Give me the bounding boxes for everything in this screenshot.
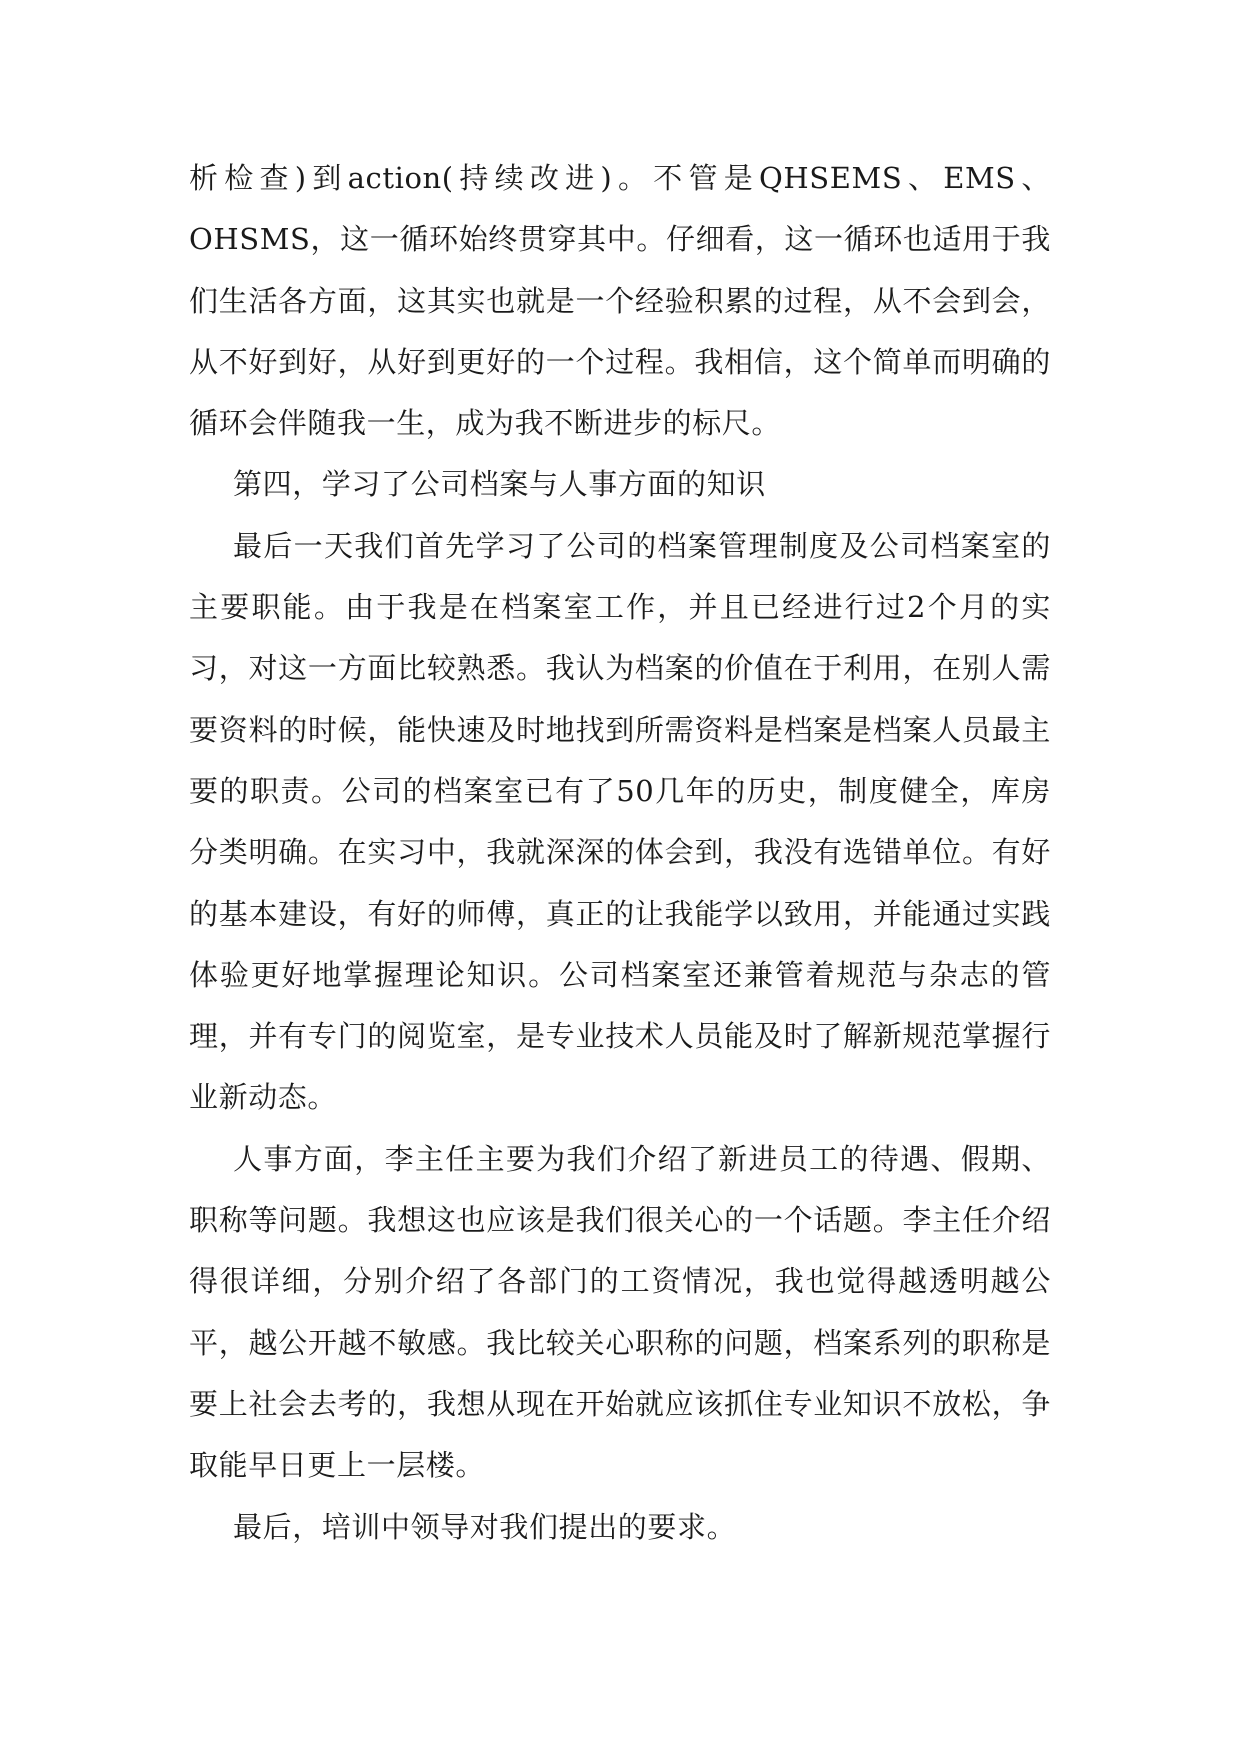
paragraph-personnel: 人事方面，李主任主要为我们介绍了新进员工的待遇、假期、职称等问题。我想这也应该是我们很关心的一个话题。李主任介绍得很详细，分别介绍了各部门的工资情况，我也觉得越透明越公平，越公开越不敏感。我比较关心职称的问题，档案系列的职称是要上社会去考的，我想从现在开始就应该抓住专业知识不放松，争取能早日更上一层楼。 (189, 1141, 1051, 1483)
paragraph-final: 最后，培训中领导对我们提出的要求。 (233, 1509, 737, 1544)
paragraph-archives: 最后一天我们首先学习了公司的档案管理制度及公司档案室的主要职能。由于我是在档案室工作，并且已经进行过2个月的实习，对这一方面比较熟悉。我认为档案的价值在于利用，在别人需要资料的时候，能快速及时地找到所需资料是档案是档案人员最主要的职责。公司的档案室已有了50几年的历史，制度健全，库房分类明确。在实习中，我就深深的体会到，我没有选错单位。有好的基本建设，有好的师傅，真正的让我能学以致用，并能通过实践体验更好地掌握理论知识。公司档案室还兼管着规范与杂志的管理，并有专门的阅览室，是专业技术人员能及时了解新规范掌握行业新动态。 (189, 528, 1051, 1115)
paragraph-continuation: 析检查)到action(持续改进)。不管是QHSEMS、EMS、OHSMS，这一循环始终贯穿其中。仔细看，这一循环也适用于我们生活各方面，这其实也就是一个经验积累的过程，从不会到会，从不好到好，从好到更好的一个过程。我相信，这个简单而明确的循环会伴随我一生，成为我不断进步的标尺。 (189, 161, 1051, 441)
document-body (189, 148, 1051, 1558)
section-heading: 第四，学习了公司档案与人事方面的知识 (233, 467, 766, 502)
